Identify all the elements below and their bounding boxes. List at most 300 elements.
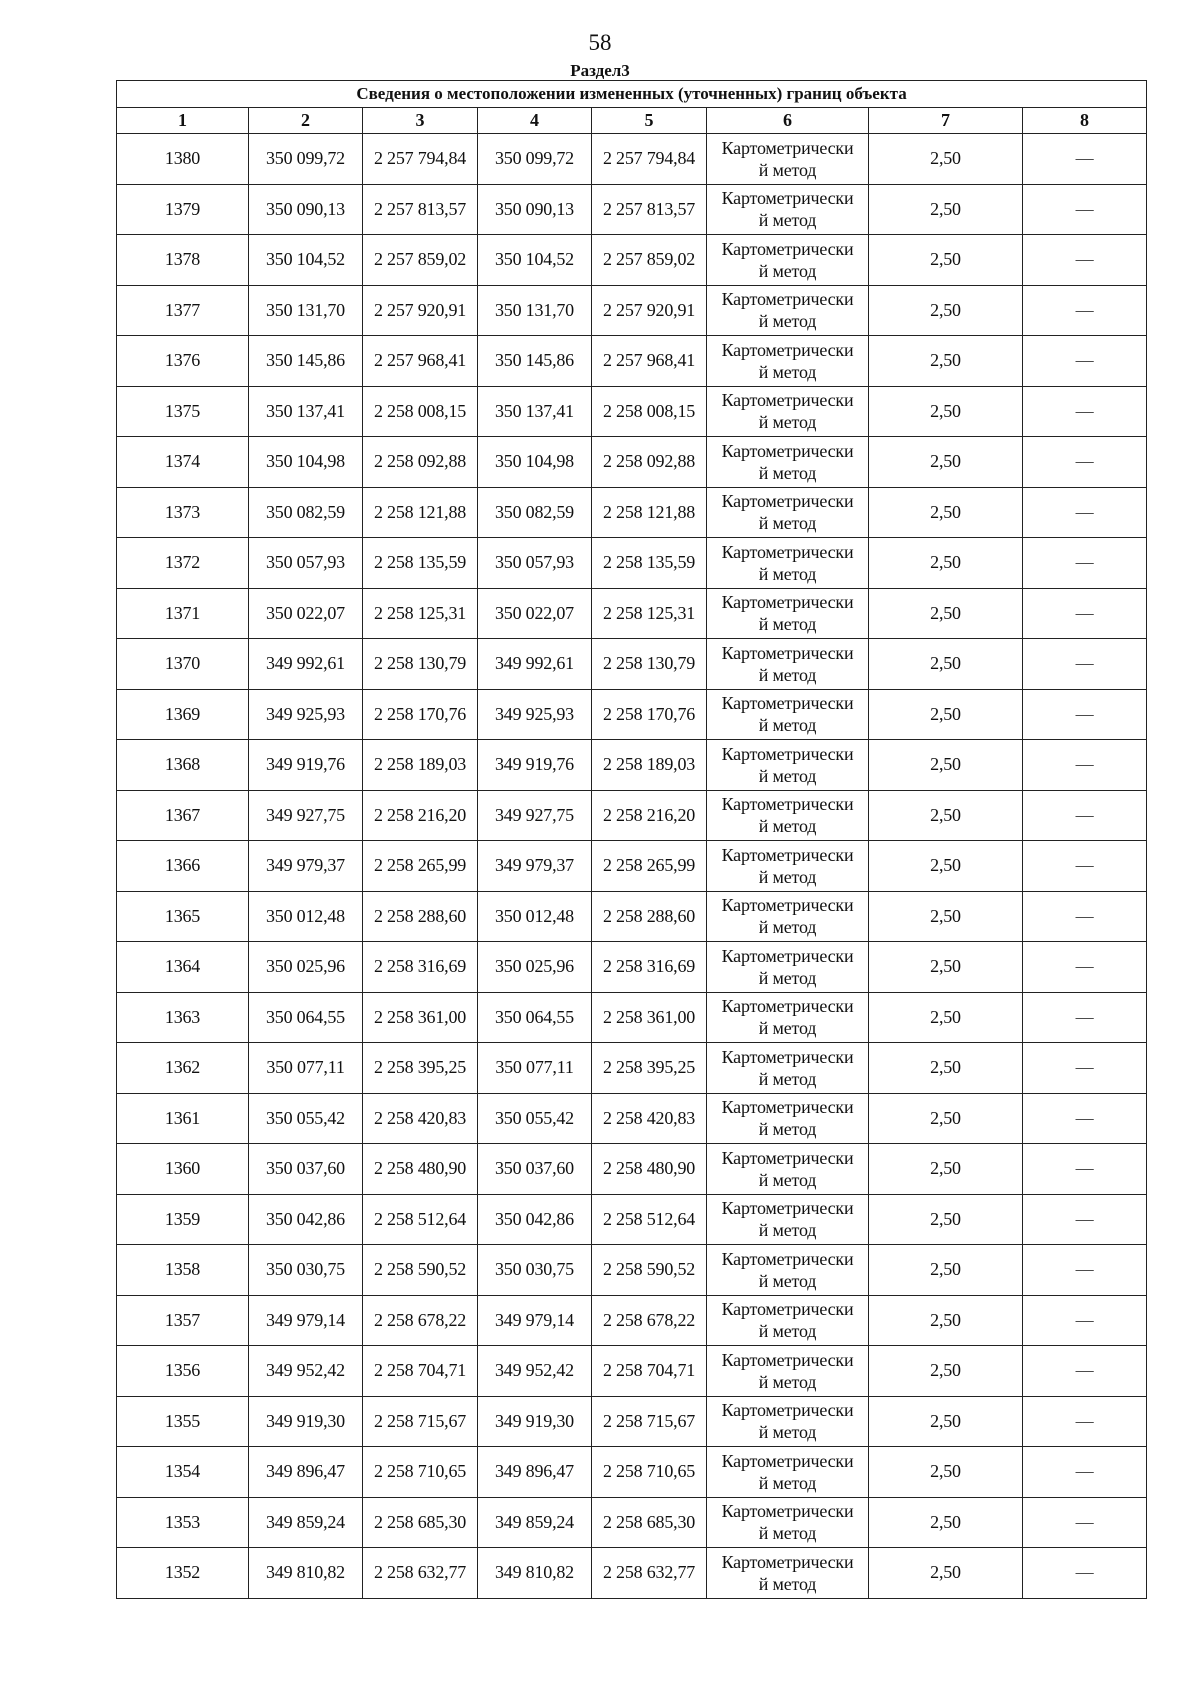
method-line-1: Картометрически: [721, 743, 854, 764]
note-cell: —: [1023, 841, 1147, 892]
method-cell: [707, 1447, 869, 1498]
accuracy-cell: 2,50: [869, 1043, 1023, 1094]
method-line-2: й метод: [758, 1169, 817, 1190]
y-existing-cell: 2 258 710,65: [363, 1447, 478, 1498]
method-cell: [707, 487, 869, 538]
x-existing-cell: 349 896,47: [249, 1447, 363, 1498]
method-cell: [707, 639, 869, 690]
method-line-2: й метод: [758, 664, 817, 685]
method-line-1: Картометрически: [721, 945, 854, 966]
point-number-cell: 1362: [117, 1043, 249, 1094]
table-row: [117, 1346, 1147, 1397]
method-line-2: й метод: [758, 159, 817, 180]
y-refined-cell: 2 258 710,65: [592, 1447, 707, 1498]
method-line-2: й метод: [758, 816, 817, 837]
method-line-1: Картометрически: [721, 440, 854, 461]
x-refined-cell: 350 099,72: [478, 134, 592, 185]
method-line-1: Картометрически: [721, 339, 854, 360]
y-refined-cell: 2 258 678,22: [592, 1295, 707, 1346]
note-cell: —: [1023, 1548, 1147, 1599]
table-row: [117, 1497, 1147, 1548]
y-existing-cell: 2 257 859,02: [363, 235, 478, 286]
x-existing-cell: 350 042,86: [249, 1194, 363, 1245]
x-refined-cell: 350 012,48: [478, 891, 592, 942]
note-cell: —: [1023, 992, 1147, 1043]
note-cell: —: [1023, 790, 1147, 841]
note-cell: —: [1023, 437, 1147, 488]
note-cell: —: [1023, 1144, 1147, 1195]
section-title: Раздел3: [570, 61, 630, 80]
column-number: 5: [592, 108, 707, 134]
x-refined-cell: 350 022,07: [478, 588, 592, 639]
method-line-2: й метод: [758, 765, 817, 786]
note-cell: —: [1023, 689, 1147, 740]
table-row: [117, 790, 1147, 841]
column-number: 3: [363, 108, 478, 134]
y-refined-cell: 2 258 189,03: [592, 740, 707, 791]
y-existing-cell: 2 258 685,30: [363, 1497, 478, 1548]
point-number-cell: 1369: [117, 689, 249, 740]
method-line-2: й метод: [758, 1018, 817, 1039]
point-number-cell: 1363: [117, 992, 249, 1043]
table-row: [117, 588, 1147, 639]
point-number-cell: 1371: [117, 588, 249, 639]
x-existing-cell: 350 030,75: [249, 1245, 363, 1296]
note-cell: —: [1023, 386, 1147, 437]
table-row: [117, 184, 1147, 235]
y-refined-cell: 2 258 008,15: [592, 386, 707, 437]
method-line-2: й метод: [758, 462, 817, 483]
table-row: [117, 1396, 1147, 1447]
point-number-cell: 1379: [117, 184, 249, 235]
method-line-1: Картометрически: [721, 996, 854, 1017]
note-cell: —: [1023, 184, 1147, 235]
x-existing-cell: 350 137,41: [249, 386, 363, 437]
method-cell: [707, 689, 869, 740]
table-row: [117, 336, 1147, 387]
y-refined-cell: 2 258 715,67: [592, 1396, 707, 1447]
method-line-2: й метод: [758, 1523, 817, 1544]
y-existing-cell: 2 257 920,91: [363, 285, 478, 336]
x-existing-cell: 349 952,42: [249, 1346, 363, 1397]
y-existing-cell: 2 258 512,64: [363, 1194, 478, 1245]
x-existing-cell: 350 077,11: [249, 1043, 363, 1094]
column-number: 7: [869, 108, 1023, 134]
point-number-cell: 1359: [117, 1194, 249, 1245]
point-number-cell: 1375: [117, 386, 249, 437]
method-cell: [707, 1093, 869, 1144]
x-existing-cell: 350 104,98: [249, 437, 363, 488]
point-number-cell: 1352: [117, 1548, 249, 1599]
method-line-1: Картометрически: [721, 541, 854, 562]
accuracy-cell: 2,50: [869, 437, 1023, 488]
method-line-2: й метод: [758, 1321, 817, 1342]
y-refined-cell: 2 258 135,59: [592, 538, 707, 589]
x-existing-cell: 349 859,24: [249, 1497, 363, 1548]
y-existing-cell: 2 258 125,31: [363, 588, 478, 639]
method-cell: [707, 1396, 869, 1447]
x-existing-cell: 349 919,76: [249, 740, 363, 791]
point-number-cell: 1356: [117, 1346, 249, 1397]
x-refined-cell: 349 925,93: [478, 689, 592, 740]
y-refined-cell: 2 257 968,41: [592, 336, 707, 387]
x-existing-cell: 350 037,60: [249, 1144, 363, 1195]
x-existing-cell: 350 064,55: [249, 992, 363, 1043]
method-cell: [707, 134, 869, 185]
table-body: [117, 134, 1147, 1599]
y-refined-cell: 2 258 685,30: [592, 1497, 707, 1548]
table-row: [117, 1245, 1147, 1296]
accuracy-cell: 2,50: [869, 1093, 1023, 1144]
method-line-1: Картометрически: [721, 1450, 854, 1471]
x-refined-cell: 350 055,42: [478, 1093, 592, 1144]
y-existing-cell: 2 258 216,20: [363, 790, 478, 841]
point-number-cell: 1361: [117, 1093, 249, 1144]
accuracy-cell: 2,50: [869, 336, 1023, 387]
method-line-2: й метод: [758, 412, 817, 433]
method-cell: [707, 184, 869, 235]
accuracy-cell: 2,50: [869, 841, 1023, 892]
y-existing-cell: 2 258 265,99: [363, 841, 478, 892]
method-line-1: Картометрически: [721, 1299, 854, 1320]
x-refined-cell: 350 104,52: [478, 235, 592, 286]
method-line-2: й метод: [758, 1119, 817, 1140]
point-number-cell: 1365: [117, 891, 249, 942]
y-existing-cell: 2 258 678,22: [363, 1295, 478, 1346]
accuracy-cell: 2,50: [869, 1447, 1023, 1498]
y-refined-cell: 2 258 170,76: [592, 689, 707, 740]
y-existing-cell: 2 258 480,90: [363, 1144, 478, 1195]
table-caption: Сведения о местоположении измененных (уточненных) границ объекта: [117, 81, 1147, 108]
accuracy-cell: 2,50: [869, 386, 1023, 437]
accuracy-cell: 2,50: [869, 1295, 1023, 1346]
accuracy-cell: 2,50: [869, 1144, 1023, 1195]
table-row: [117, 942, 1147, 993]
method-line-2: й метод: [758, 311, 817, 332]
x-refined-cell: 349 979,37: [478, 841, 592, 892]
point-number-cell: 1378: [117, 235, 249, 286]
point-number-cell: 1354: [117, 1447, 249, 1498]
method-line-1: Картометрически: [721, 491, 854, 512]
accuracy-cell: 2,50: [869, 487, 1023, 538]
y-existing-cell: 2 258 130,79: [363, 639, 478, 690]
note-cell: —: [1023, 1043, 1147, 1094]
point-number-cell: 1367: [117, 790, 249, 841]
x-existing-cell: 349 979,37: [249, 841, 363, 892]
x-refined-cell: 349 810,82: [478, 1548, 592, 1599]
method-line-1: Картометрически: [721, 289, 854, 310]
accuracy-cell: 2,50: [869, 134, 1023, 185]
y-refined-cell: 2 258 512,64: [592, 1194, 707, 1245]
y-existing-cell: 2 258 361,00: [363, 992, 478, 1043]
x-existing-cell: 350 025,96: [249, 942, 363, 993]
note-cell: —: [1023, 235, 1147, 286]
accuracy-cell: 2,50: [869, 1346, 1023, 1397]
point-number-cell: 1376: [117, 336, 249, 387]
method-cell: [707, 1194, 869, 1245]
method-line-1: Картометрически: [721, 1248, 854, 1269]
y-existing-cell: 2 258 395,25: [363, 1043, 478, 1094]
method-line-2: й метод: [758, 513, 817, 534]
method-line-2: й метод: [758, 1422, 817, 1443]
point-number-cell: 1357: [117, 1295, 249, 1346]
method-line-1: Картометрически: [721, 390, 854, 411]
x-refined-cell: 350 090,13: [478, 184, 592, 235]
accuracy-cell: 2,50: [869, 1194, 1023, 1245]
accuracy-cell: 2,50: [869, 942, 1023, 993]
accuracy-cell: 2,50: [869, 790, 1023, 841]
note-cell: —: [1023, 1093, 1147, 1144]
method-line-1: Картометрически: [721, 1349, 854, 1370]
table-row: [117, 1295, 1147, 1346]
x-existing-cell: 350 145,86: [249, 336, 363, 387]
y-existing-cell: 2 258 590,52: [363, 1245, 478, 1296]
accuracy-cell: 2,50: [869, 235, 1023, 286]
method-cell: [707, 1295, 869, 1346]
x-existing-cell: 349 919,30: [249, 1396, 363, 1447]
method-line-1: Картометрически: [721, 1147, 854, 1168]
column-number-row: [117, 108, 1147, 134]
x-refined-cell: 349 919,30: [478, 1396, 592, 1447]
x-existing-cell: 350 055,42: [249, 1093, 363, 1144]
table-row: [117, 487, 1147, 538]
x-refined-cell: 350 030,75: [478, 1245, 592, 1296]
method-cell: [707, 1548, 869, 1599]
point-number-cell: 1370: [117, 639, 249, 690]
x-existing-cell: 349 979,14: [249, 1295, 363, 1346]
note-cell: —: [1023, 942, 1147, 993]
y-refined-cell: 2 258 632,77: [592, 1548, 707, 1599]
y-refined-cell: 2 257 813,57: [592, 184, 707, 235]
x-existing-cell: 349 927,75: [249, 790, 363, 841]
y-refined-cell: 2 258 121,88: [592, 487, 707, 538]
method-cell: [707, 1043, 869, 1094]
method-line-1: Картометрически: [721, 844, 854, 865]
x-refined-cell: 349 919,76: [478, 740, 592, 791]
method-cell: [707, 1245, 869, 1296]
note-cell: —: [1023, 487, 1147, 538]
y-refined-cell: 2 258 361,00: [592, 992, 707, 1043]
point-number-cell: 1360: [117, 1144, 249, 1195]
point-number-cell: 1368: [117, 740, 249, 791]
accuracy-cell: 2,50: [869, 285, 1023, 336]
method-line-1: Картометрически: [721, 794, 854, 815]
x-refined-cell: 350 057,93: [478, 538, 592, 589]
method-line-2: й метод: [758, 1573, 817, 1594]
table-row: [117, 134, 1147, 185]
x-existing-cell: 349 810,82: [249, 1548, 363, 1599]
method-line-1: Картометрически: [721, 1046, 854, 1067]
y-existing-cell: 2 258 420,83: [363, 1093, 478, 1144]
method-line-1: Картометрически: [721, 895, 854, 916]
accuracy-cell: 2,50: [869, 740, 1023, 791]
x-existing-cell: 350 131,70: [249, 285, 363, 336]
page-number: 58: [588, 30, 612, 55]
x-refined-cell: 350 131,70: [478, 285, 592, 336]
y-refined-cell: 2 258 130,79: [592, 639, 707, 690]
point-number-cell: 1373: [117, 487, 249, 538]
table-row: [117, 639, 1147, 690]
method-cell: [707, 588, 869, 639]
method-cell: [707, 790, 869, 841]
x-refined-cell: 349 992,61: [478, 639, 592, 690]
method-cell: [707, 841, 869, 892]
x-refined-cell: 350 145,86: [478, 336, 592, 387]
x-existing-cell: 350 090,13: [249, 184, 363, 235]
point-number-cell: 1355: [117, 1396, 249, 1447]
method-line-1: Картометрически: [721, 1501, 854, 1522]
x-refined-cell: 350 082,59: [478, 487, 592, 538]
method-cell: [707, 1144, 869, 1195]
accuracy-cell: 2,50: [869, 1497, 1023, 1548]
method-line-2: й метод: [758, 361, 817, 382]
y-existing-cell: 2 258 288,60: [363, 891, 478, 942]
table-row: [117, 1093, 1147, 1144]
y-existing-cell: 2 258 189,03: [363, 740, 478, 791]
note-cell: —: [1023, 588, 1147, 639]
note-cell: —: [1023, 1346, 1147, 1397]
note-cell: —: [1023, 1497, 1147, 1548]
note-cell: —: [1023, 740, 1147, 791]
method-cell: [707, 386, 869, 437]
method-cell: [707, 1346, 869, 1397]
x-refined-cell: 350 037,60: [478, 1144, 592, 1195]
note-cell: —: [1023, 1245, 1147, 1296]
method-line-1: Картометрически: [721, 188, 854, 209]
method-cell: [707, 942, 869, 993]
column-number: 8: [1023, 108, 1147, 134]
method-line-1: Картометрически: [721, 1198, 854, 1219]
note-cell: —: [1023, 891, 1147, 942]
table-row: [117, 841, 1147, 892]
column-number: 4: [478, 108, 592, 134]
method-cell: [707, 336, 869, 387]
y-existing-cell: 2 258 135,59: [363, 538, 478, 589]
accuracy-cell: 2,50: [869, 639, 1023, 690]
table-row: [117, 386, 1147, 437]
x-refined-cell: 349 896,47: [478, 1447, 592, 1498]
method-line-1: Картометрически: [721, 137, 854, 158]
y-existing-cell: 2 258 632,77: [363, 1548, 478, 1599]
y-refined-cell: 2 257 859,02: [592, 235, 707, 286]
accuracy-cell: 2,50: [869, 689, 1023, 740]
method-cell: [707, 285, 869, 336]
y-existing-cell: 2 258 170,76: [363, 689, 478, 740]
y-refined-cell: 2 258 125,31: [592, 588, 707, 639]
x-refined-cell: 350 064,55: [478, 992, 592, 1043]
note-cell: —: [1023, 1295, 1147, 1346]
method-line-2: й метод: [758, 1270, 817, 1291]
table-row: [117, 689, 1147, 740]
method-cell: [707, 235, 869, 286]
x-refined-cell: 350 104,98: [478, 437, 592, 488]
y-existing-cell: 2 257 794,84: [363, 134, 478, 185]
x-existing-cell: 350 104,52: [249, 235, 363, 286]
accuracy-cell: 2,50: [869, 891, 1023, 942]
y-existing-cell: 2 258 092,88: [363, 437, 478, 488]
point-number-cell: 1364: [117, 942, 249, 993]
method-cell: [707, 1497, 869, 1548]
x-refined-cell: 350 077,11: [478, 1043, 592, 1094]
accuracy-cell: 2,50: [869, 1245, 1023, 1296]
method-cell: [707, 740, 869, 791]
y-refined-cell: 2 258 265,99: [592, 841, 707, 892]
y-refined-cell: 2 258 395,25: [592, 1043, 707, 1094]
x-existing-cell: 350 022,07: [249, 588, 363, 639]
point-number-cell: 1380: [117, 134, 249, 185]
y-existing-cell: 2 258 121,88: [363, 487, 478, 538]
accuracy-cell: 2,50: [869, 1396, 1023, 1447]
accuracy-cell: 2,50: [869, 184, 1023, 235]
method-line-1: Картометрически: [721, 1551, 854, 1572]
y-refined-cell: 2 257 794,84: [592, 134, 707, 185]
x-refined-cell: 350 025,96: [478, 942, 592, 993]
y-existing-cell: 2 258 715,67: [363, 1396, 478, 1447]
table-row: [117, 1548, 1147, 1599]
note-cell: —: [1023, 1194, 1147, 1245]
method-line-2: й метод: [758, 1068, 817, 1089]
x-existing-cell: 350 082,59: [249, 487, 363, 538]
method-line-2: й метод: [758, 715, 817, 736]
method-cell: [707, 891, 869, 942]
point-number-cell: 1374: [117, 437, 249, 488]
note-cell: —: [1023, 538, 1147, 589]
x-existing-cell: 349 992,61: [249, 639, 363, 690]
method-line-1: Картометрически: [721, 592, 854, 613]
y-refined-cell: 2 258 590,52: [592, 1245, 707, 1296]
column-number: 6: [707, 108, 869, 134]
table-row: [117, 1194, 1147, 1245]
y-refined-cell: 2 258 216,20: [592, 790, 707, 841]
method-line-2: й метод: [758, 917, 817, 938]
y-existing-cell: 2 257 813,57: [363, 184, 478, 235]
method-line-2: й метод: [758, 1371, 817, 1392]
method-line-2: й метод: [758, 1220, 817, 1241]
x-refined-cell: 349 979,14: [478, 1295, 592, 1346]
method-line-1: Картометрически: [721, 1097, 854, 1118]
table-row: [117, 1447, 1147, 1498]
y-refined-cell: 2 258 316,69: [592, 942, 707, 993]
method-line-1: Картометрически: [721, 238, 854, 259]
method-line-2: й метод: [758, 210, 817, 231]
accuracy-cell: 2,50: [869, 588, 1023, 639]
note-cell: —: [1023, 1447, 1147, 1498]
y-existing-cell: 2 257 968,41: [363, 336, 478, 387]
y-existing-cell: 2 258 704,71: [363, 1346, 478, 1397]
x-refined-cell: 350 042,86: [478, 1194, 592, 1245]
method-line-2: й метод: [758, 614, 817, 635]
accuracy-cell: 2,50: [869, 992, 1023, 1043]
x-existing-cell: 349 925,93: [249, 689, 363, 740]
table-row: [117, 740, 1147, 791]
method-line-1: Картометрически: [721, 642, 854, 663]
accuracy-cell: 2,50: [869, 1548, 1023, 1599]
method-line-2: й метод: [758, 563, 817, 584]
y-refined-cell: 2 258 288,60: [592, 891, 707, 942]
table-row: [117, 538, 1147, 589]
method-line-1: Картометрически: [721, 693, 854, 714]
table-row: [117, 1144, 1147, 1195]
table-row: [117, 285, 1147, 336]
y-existing-cell: 2 258 008,15: [363, 386, 478, 437]
table-row: [117, 891, 1147, 942]
table-row: [117, 992, 1147, 1043]
note-cell: —: [1023, 336, 1147, 387]
method-cell: [707, 992, 869, 1043]
table-row: [117, 1043, 1147, 1094]
method-line-1: Картометрически: [721, 1400, 854, 1421]
note-cell: —: [1023, 639, 1147, 690]
